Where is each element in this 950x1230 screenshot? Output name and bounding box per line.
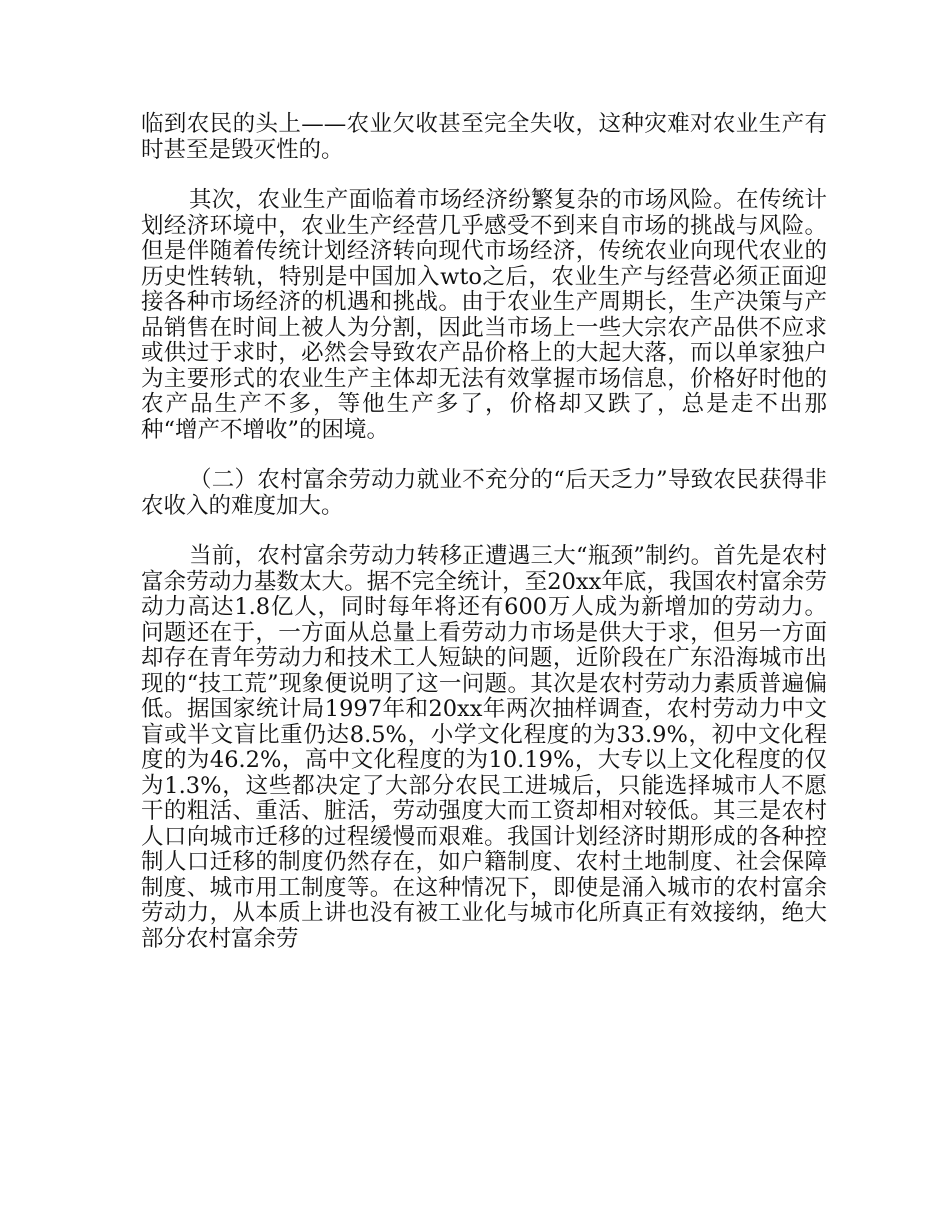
paragraph-market-risk: 其次，农业生产面临着市场经济纷繁复杂的市场风险。在传统计划经济环境中，农业生产经营几乎感受不到来自市场的挑战与风险。但是伴随着传统计划经济转向现代市场经济，传统农业向现代农业的历史性转轨，特别是中国加入wto之后，农业生产与经营必须正面迎接各种市场经济的机遇和挑战。由于农业生产周期长，生产决策与产品销售在时间上被人为分割，因此当市场上一些大宗农产品供不应求或供过于求时，必然会导致农产品价格上的大起大落，而以单家独户为主要形式的农业生产主体却无法有效掌握市场信息，价格好时他的农产品生产不多，等他生产多了，价格却又跌了，总是走不出那种“增产不增收”的困境。 xyxy=(141,187,827,443)
paragraph-labor-bottleneck: 当前，农村富余劳动力转移正遭遇三大“瓶颈”制约。首先是农村富余劳动力基数太大。据不完全统计，至20xx年底，我国农村富余劳动力高达1.8亿人，同时每年将还有600万人成为新增加的劳动力。问题还在于，一方面从总量上看劳动力市场是供大于求，但另一方面却存在青年劳动力和技术工人短缺的问题，近阶段在广东沿海城市出现的“技工荒”现象便说明了这一问题。其次是农村劳动力素质普遍偏低。据国家统计局1997年和20xx年两次抽样调查，农村劳动力中文盲或半文盲比重仍达8.5%，小学文化程度的为33.9%，初中文化程度的为46.2%，高中文化程度的为10.19%，大专以上文化程度的仅为1.3%，这些都决定了大部分农民工进城后，只能选择城市人不愿干的粗活、重活、脏活，劳动强度大而工资却相对较低。其三是农村人口向城市迁移的过程缓慢而艰难。我国计划经济时期形成的各种控制人口迁移的制度仍然存在，如户籍制度、农村土地制度、社会保障制度、城市用工制度等。在这种情况下，即使是涌入城市的农村富余劳动力，从本质上讲也没有被工业化与城市化所真正有效接纳，绝大部分农村富余劳 xyxy=(141,543,827,952)
section-heading-2: （二）农村富余劳动力就业不充分的“后天乏力”导致农民获得非农收入的难度加大。 xyxy=(141,467,827,519)
paragraph-continuation: 临到农民的头上——农业欠收甚至完全失收，这种灾难对农业生产有时甚至是毁灭性的。 xyxy=(141,111,827,163)
document-page xyxy=(141,112,827,977)
